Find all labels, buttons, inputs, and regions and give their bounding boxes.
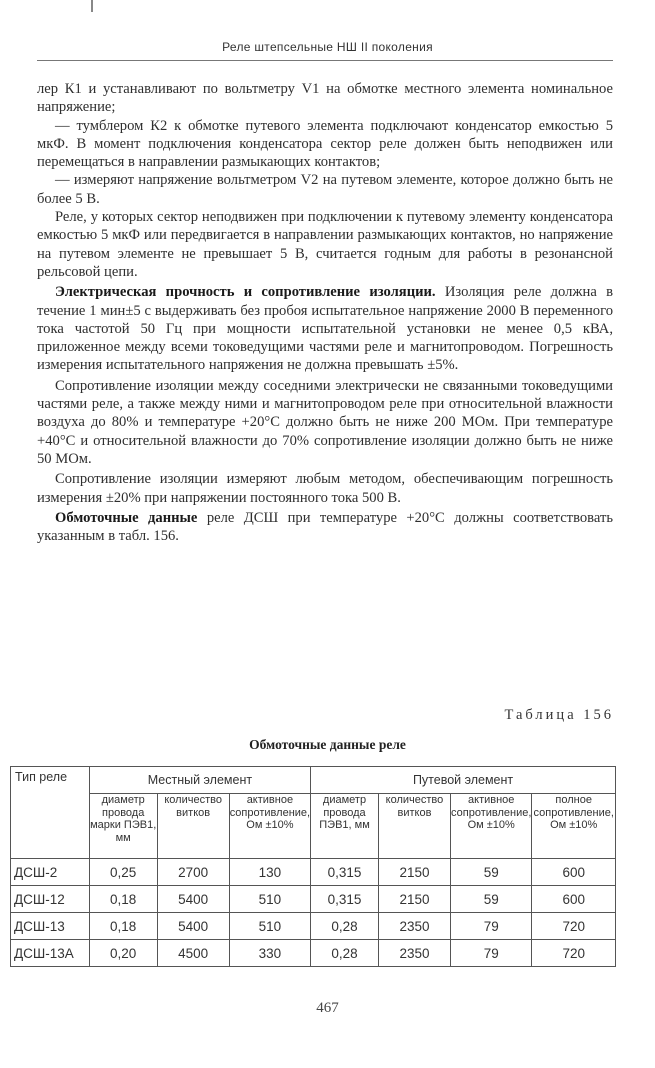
body-text: [37, 80, 613, 545]
table-cell: 130: [229, 859, 310, 886]
table-cell: ДСШ-12: [11, 886, 90, 913]
header-local-element: Местный элемент: [89, 767, 310, 794]
table-cell: 510: [229, 913, 310, 940]
header-column: активное сопротивление, Ом ±10%: [451, 794, 532, 859]
table-cell: 0,315: [311, 886, 379, 913]
table-cell: 2150: [378, 859, 450, 886]
table-cell: 5400: [157, 886, 229, 913]
paragraph-7: Сопротивление изоляции измеряют любым методом, обеспечивающим погрешность измерения ±20% при напряжении постоянного тока 500 В.: [37, 471, 613, 506]
header-column: диаметр провода ПЭВ1, мм: [311, 794, 379, 859]
table-title: Обмоточные данные реле: [249, 737, 406, 752]
table-cell: 2700: [157, 859, 229, 886]
table-cell: 59: [451, 886, 532, 913]
header-track-element: Путевой элемент: [311, 767, 616, 794]
paragraph-1: лер К1 и устанавливают по вольтметру V1 на обмотке местного элемента номинальное напряжение;: [37, 81, 613, 116]
table-cell: 4500: [157, 940, 229, 967]
header-relay-type: Тип реле: [11, 767, 90, 859]
header-column: диаметр провода марки ПЭВ1, мм: [89, 794, 157, 859]
table-cell: 0,18: [89, 886, 157, 913]
table-cell: 79: [451, 913, 532, 940]
table-row: [11, 886, 616, 913]
paragraph-5-heading: Электрическая прочность и сопротивление изоляции.: [55, 284, 436, 301]
table-row: [11, 940, 616, 967]
header-column: полное сопротивление, Ом ±10%: [532, 794, 616, 859]
table-cell: 600: [532, 859, 616, 886]
paragraph-2: — тумблером К2 к обмотке путевого элемента подключают конденсатор емкостью 5 мкФ. В момент подключения конденсатора сектор реле должен быть неподвижен или перемещаться в направлении размыкающих контактов;: [37, 117, 613, 171]
table-cell: 2150: [378, 886, 450, 913]
table-cell: 0,28: [311, 940, 379, 967]
running-head: Реле штепсельные НШ II поколения: [222, 40, 433, 54]
table-cell: 59: [451, 859, 532, 886]
paragraph-8: [37, 509, 613, 546]
table-cell: 79: [451, 940, 532, 967]
header-column: количество витков: [378, 794, 450, 859]
table-cell: 0,315: [311, 859, 379, 886]
table-cell: 720: [532, 913, 616, 940]
paragraph-3: — измеряют напряжение вольтметром V2 на путевом элементе, которое должно быть не более 5 В.: [37, 172, 613, 207]
table-cell: 0,25: [89, 859, 157, 886]
table-row: [11, 913, 616, 940]
scan-edge-mark: [91, 0, 93, 12]
table-cell: ДСШ-13: [11, 913, 90, 940]
winding-data-table: [10, 766, 616, 967]
table-label: Таблица 156: [504, 707, 614, 723]
table-cell: 0,20: [89, 940, 157, 967]
table-cell: 330: [229, 940, 310, 967]
header-column: количество витков: [157, 794, 229, 859]
paragraph-5: [37, 283, 613, 374]
paragraph-5-text: Изоляция реле должна в течение 1 мин±5 с выдерживать без пробоя испытательное напряжение 2000 В переменного тока частотой 50 Гц при мощности испытательной установки не менее 0,5 кВА, приложенное между всеми токоведущими частями реле и магнитопроводом. Погрешность измерения испытательного напряжения не должна превышать ±5%.: [37, 284, 613, 374]
page-number: 467: [316, 1000, 339, 1016]
table-cell: ДСШ-2: [11, 859, 90, 886]
table-row: [11, 859, 616, 886]
table-cell: 0,28: [311, 913, 379, 940]
table-cell: 0,18: [89, 913, 157, 940]
paragraph-8-text: реле ДСШ при температуре +20°С должны соответствовать указанным в табл. 156.: [37, 509, 613, 545]
table-cell: 2350: [378, 940, 450, 967]
header-rule: [37, 60, 613, 61]
header-column: активное сопротивление, Ом ±10%: [229, 794, 310, 859]
table-cell: ДСШ-13А: [11, 940, 90, 967]
paragraph-4: Реле, у которых сектор неподвижен при подключении к путевому элементу конденсатора емкостью 5 мкФ или передвигается в направлении размыкающих контактов, но напряжение на путевом элементе не превышает 5 В, считается годным для работы в резонансной рельсовой цепи.: [37, 209, 613, 280]
table-cell: 5400: [157, 913, 229, 940]
table-cell: 2350: [378, 913, 450, 940]
table-cell: 720: [532, 940, 616, 967]
table-cell: 510: [229, 886, 310, 913]
table-cell: 600: [532, 886, 616, 913]
paragraph-6: Сопротивление изоляции между соседними электрически не связанными токоведущими частями реле, а также между ними и магнитопроводом реле при относительной влажности воздуха до 80% и температуре +20°С должно быть не ниже 200 МОм. При температуре +40°С и относительной влажности до 70% сопротивление изоляции должно быть не ниже 50 МОм.: [37, 377, 613, 467]
paragraph-8-heading: Обмоточные данные: [55, 509, 198, 526]
